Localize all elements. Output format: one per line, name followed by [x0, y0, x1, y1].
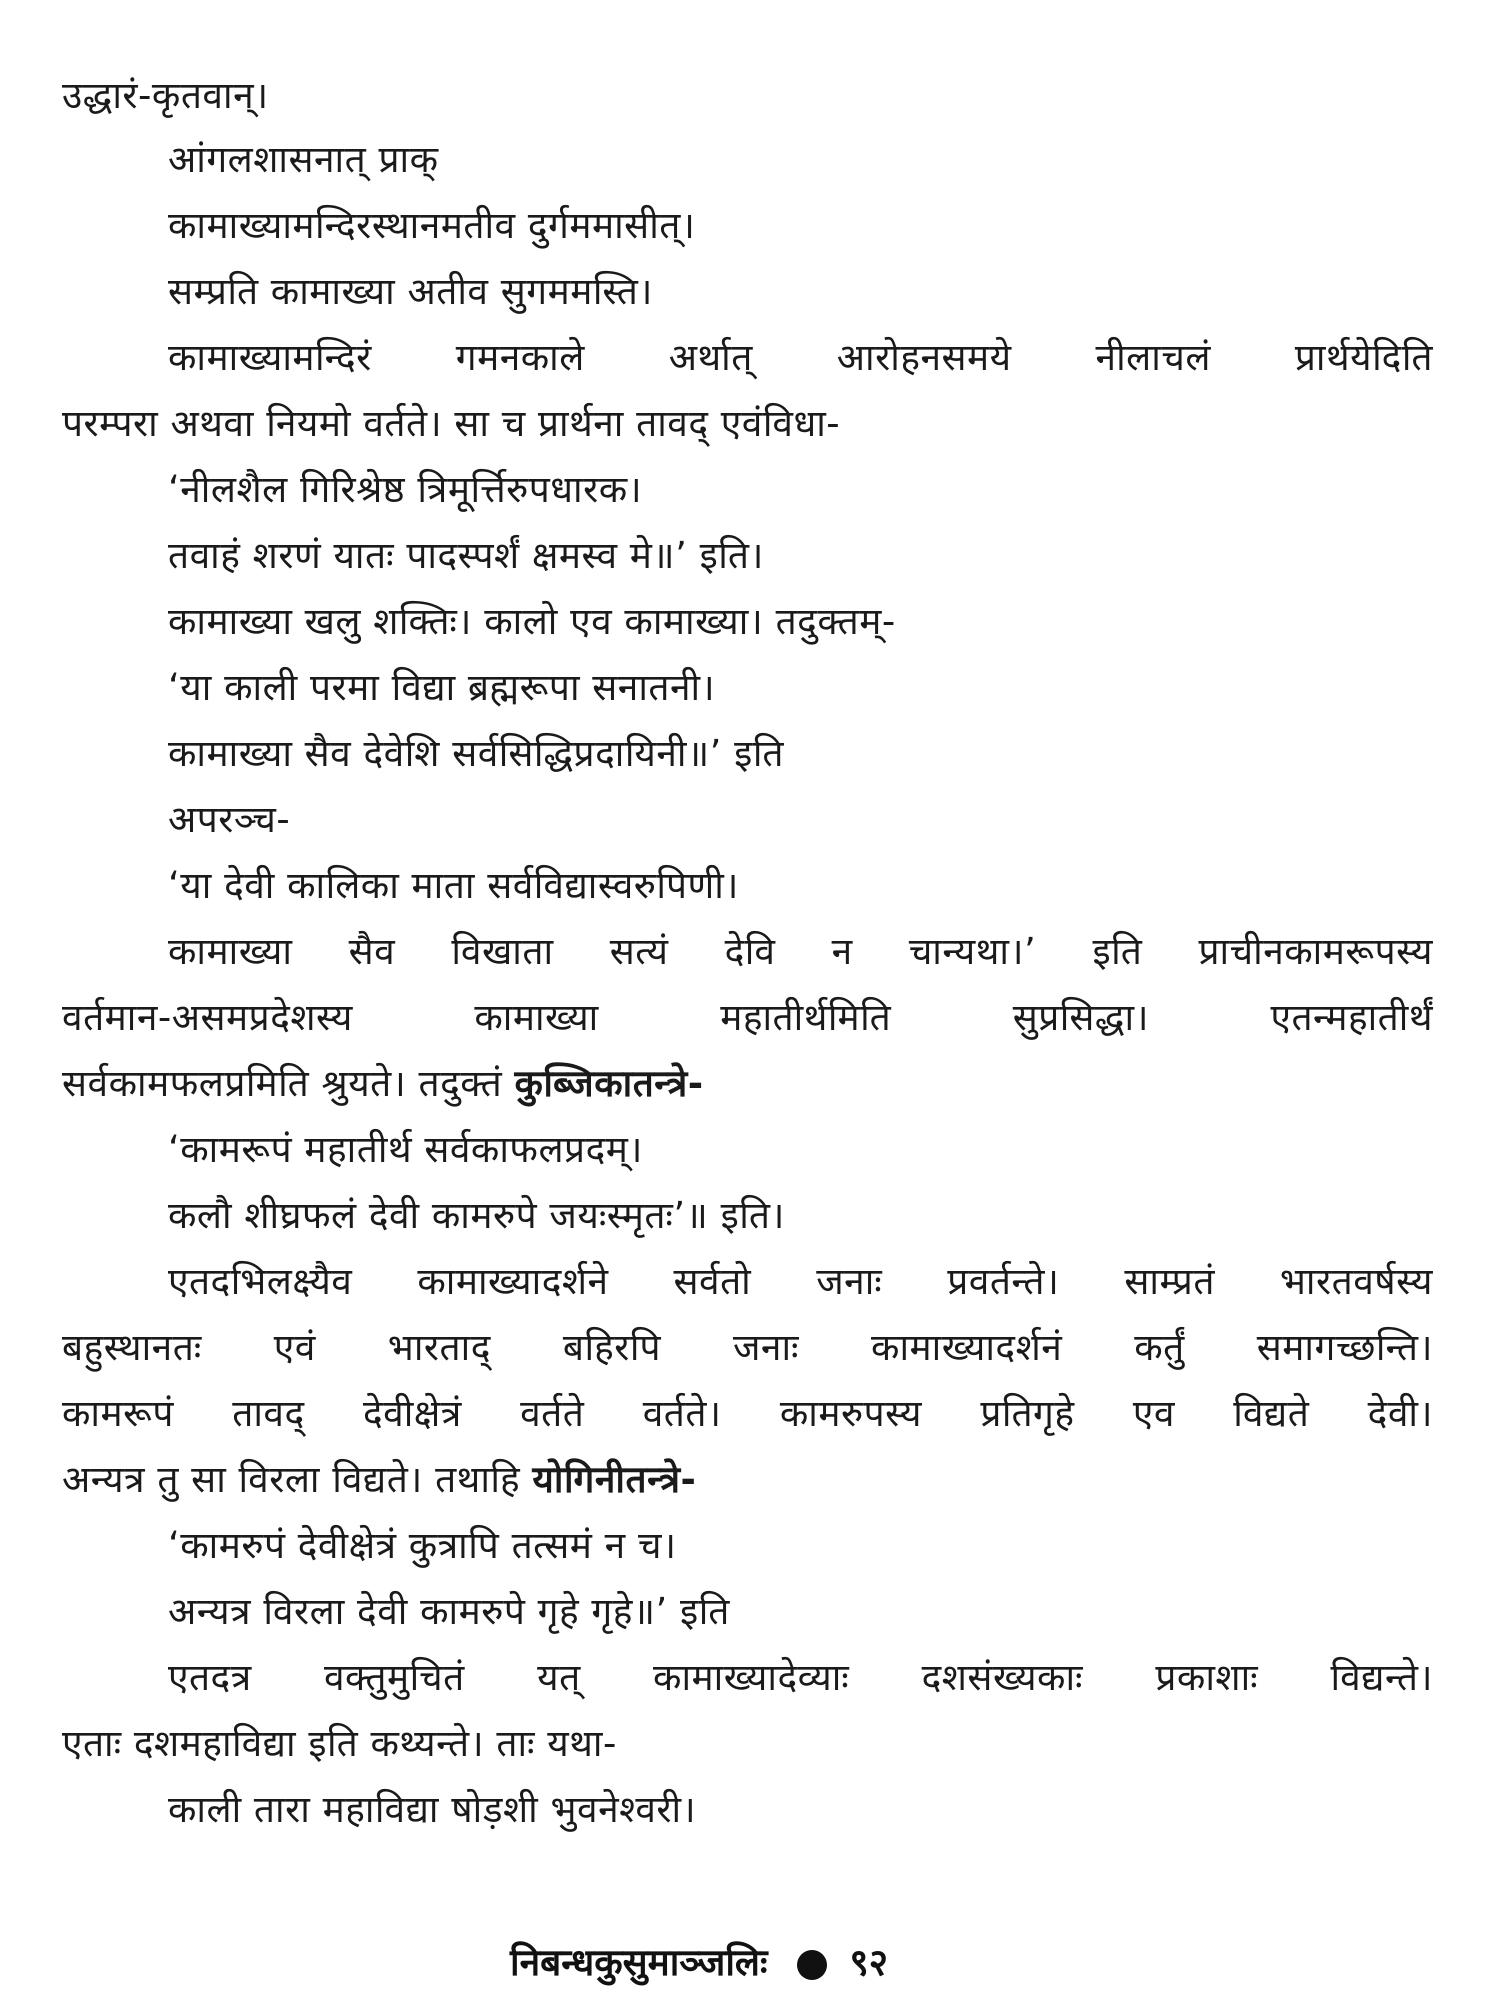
verse-line: काली तारा महाविद्या षोड़शी भुवनेश्वरी। — [168, 1788, 697, 1831]
text-line: बहुस्थानतः एवं भारताद् बहिरपि जनाः कामाख्यादर्शनं कर्तुं समागच्छन्ति। — [62, 1326, 1433, 1369]
bold-source-title: योगिनीतन्त्रे- — [532, 1458, 697, 1501]
page-footer — [510, 1935, 888, 1986]
verse-line: अन्यत्र विरला देवी कामरुपे गृहे गृहे॥’ इति — [168, 1590, 730, 1633]
text-line: वर्तमान-असमप्रदेशस्य कामाख्या महातीर्थमिति सुप्रसिद्धा। एतन्महातीर्थं — [62, 996, 1433, 1039]
book-title: निबन्धकुसुमाञ्जलिः — [510, 1941, 768, 1984]
verse-line: ‘या काली परमा विद्या ब्रह्मरूपा सनातनी। — [168, 666, 716, 709]
text-line — [62, 1460, 696, 1501]
text-line: एताः दशमहाविद्या इति कथ्यन्ते। ताः यथा- — [62, 1722, 617, 1765]
verse-line: ‘कामरुपं देवीक्षेत्रं कुत्रापि तत्समं न च। — [168, 1524, 677, 1567]
text-line: अपरञ्च- — [168, 798, 291, 841]
text-segment: सर्वकामफलप्रमिति श्रुयते। तदुक्तं — [62, 1062, 503, 1105]
text-line: उद्धारं-कृतवान्। — [62, 74, 269, 117]
verse-line: कलौ शीघ्रफलं देवी कामरुपे जयःस्मृतः’॥ इति। — [168, 1194, 785, 1237]
verse-line: ‘नीलशैल गिरिश्रेष्ठ त्रिमूर्त्तिरुपधारक। — [168, 468, 643, 511]
text-line: एतदभिलक्ष्यैव कामाख्यादर्शने सर्वतो जनाः प्रवर्तन्ते। साम्प्रतं भारतवर्षस्य — [168, 1260, 1433, 1303]
verse-line: कामाख्या सैव विखाता सत्यं देवि न चान्यथा।’ इति प्राचीनकामरूपस्य — [168, 930, 1433, 973]
verse-line: ‘कामरूपं महातीर्थ सर्वकाफलप्रदम्। — [168, 1128, 643, 1171]
text-line: एतदत्र वक्तुमुचितं यत् कामाख्यादेव्याः दशसंख्यकाः प्रकाशाः विद्यन्ते। — [168, 1656, 1433, 1699]
bullet-icon — [797, 1950, 827, 1980]
text-segment: अन्यत्र तु सा विरला विद्यते। तथाहि — [62, 1458, 521, 1501]
text-line: कामरूपं तावद् देवीक्षेत्रं वर्तते वर्तते। कामरुपस्य प्रतिगृहे एव विद्यते देवी। — [62, 1392, 1433, 1435]
text-line: परम्परा अथवा नियमो वर्तते। सा च प्रार्थना तावद् एवंविधा- — [62, 402, 841, 445]
text-line: सम्प्रति कामाख्या अतीव सुगममस्ति। — [168, 270, 653, 313]
text-line: कामाख्यामन्दिरस्थानमतीव दुर्गममासीत्। — [168, 204, 696, 247]
text-line: कामाख्यामन्दिरं गमनकाले अर्थात् आरोहनसमये नीलाचलं प्रार्थयेदिति — [168, 336, 1433, 379]
bold-source-title: कुब्जिकातन्त्रे- — [514, 1062, 704, 1105]
text-line: आंगलशासनात् प्राक् — [168, 138, 439, 181]
text-line: कामाख्या खलु शक्तिः। कालो एव कामाख्या। तदुक्तम्- — [168, 600, 896, 643]
text-line — [62, 1064, 704, 1105]
page-number: ९२ — [849, 1941, 888, 1984]
verse-line: कामाख्या सैव देवेशि सर्वसिद्धिप्रदायिनी॥’ इति — [168, 732, 785, 775]
verse-line: ‘या देवी कालिका माता सर्वविद्यास्वरुपिणी। — [168, 864, 739, 907]
verse-line: तवाहं शरणं यातः पादस्पर्शं क्षमस्व मे॥’ इति। — [168, 534, 764, 577]
